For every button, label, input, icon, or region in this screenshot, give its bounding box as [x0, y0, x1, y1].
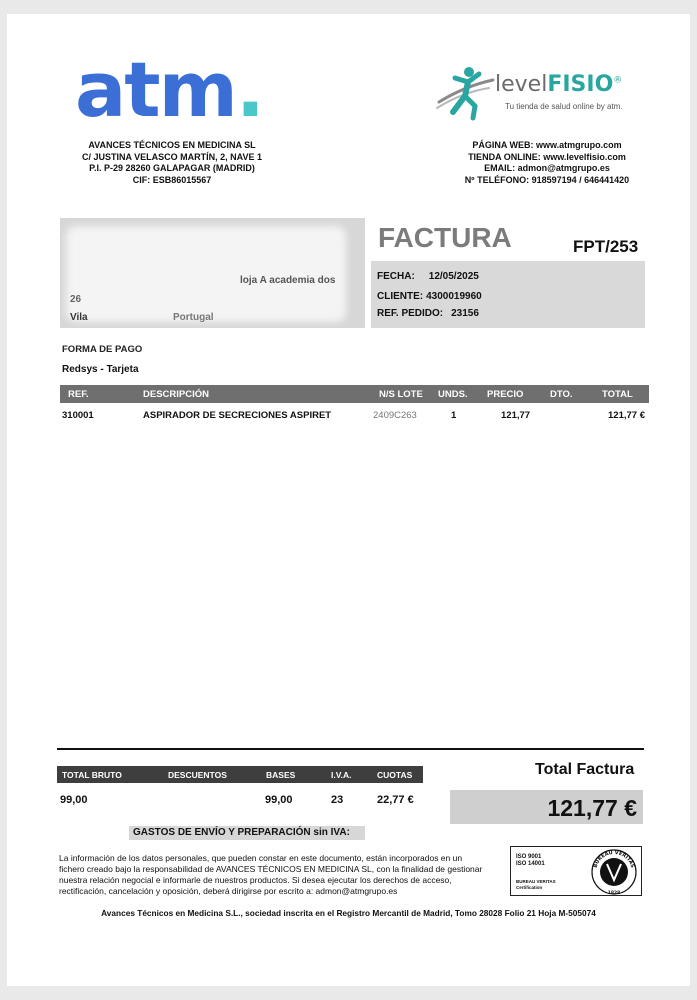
totals-col-descuentos: DESCUENTOS [168, 770, 227, 780]
pedido-row [377, 308, 479, 319]
col-total: TOTAL [602, 389, 633, 400]
row-unds: 1 [451, 410, 457, 421]
iso-labels [516, 854, 545, 868]
client-line-3a: Vila [70, 312, 88, 323]
registered-mark: ® [613, 75, 623, 86]
cliente-label: CLIENTE: [377, 291, 424, 302]
footer-registry: Avances Técnicos en Medicina S.L., sociedad inscrita en el Registro Mercantil de Madrid, Tomo 28028 Folio 21 Hoja M-505074 [101, 908, 596, 918]
client-line-1: loja A academia dos [240, 275, 336, 286]
invoice-page [7, 14, 690, 986]
totals-col-bruto: TOTAL BRUTO [62, 770, 122, 780]
contact-shop: TIENDA ONLINE: www.levelfisio.com [468, 151, 626, 162]
fecha-label: FECHA: [377, 271, 415, 282]
bv-labels [516, 879, 556, 890]
totals-col-cuotas: CUOTAS [377, 770, 413, 780]
totals-header [57, 766, 423, 783]
company-info [57, 140, 287, 186]
atm-logo-dot: . [235, 45, 263, 134]
contact-phone: Nº TELÉFONO: 918597194 / 646441420 [464, 174, 630, 185]
iso-9001: ISO 9001 [516, 854, 542, 860]
levelfisio-wordmark [495, 74, 622, 96]
cuotas-value: 22,77 € [377, 794, 414, 806]
company-address-2: P.I. P-29 28260 GALAPAGAR (MADRID) [89, 163, 255, 173]
payment-label: FORMA DE PAGO [62, 344, 143, 355]
company-address-1: C/ JUSTINA VELASCO MARTÍN, 2, NAVE 1 [81, 151, 263, 162]
seal-text: BUREAU VERITAS [592, 849, 636, 869]
levelfisio-bold: FISIO [547, 72, 614, 97]
legal-line-2: fichero creado bajo la responsabilidad de AVANCES TÉCNICOS EN MEDICINA SL, con la finalidad de gestionar [59, 864, 483, 874]
total-factura-value: 121,77 € [547, 795, 637, 821]
legal-notice [59, 853, 499, 897]
bv-cert: Certification [516, 884, 543, 890]
atm-logo [75, 45, 263, 134]
fecha-value: 12/05/2025 [428, 271, 479, 282]
redaction-blur [66, 226, 346, 322]
total-factura-box [450, 790, 643, 824]
bv-name: BUREAU VERITAS [516, 879, 556, 884]
cliente-row [377, 291, 482, 302]
divider [57, 748, 644, 750]
table-row [60, 406, 649, 422]
shipping-costs-label: GASTOS DE ENVÍO Y PREPARACIÓN sin IVA: [129, 826, 365, 840]
totals-col-bases: BASES [266, 770, 296, 780]
pedido-label: REF. PEDIDO: [377, 308, 444, 319]
contact-web: PÁGINA WEB: www.atmgrupo.com [472, 140, 622, 150]
cliente-value: 4300019960 [426, 291, 482, 302]
bases-value: 99,00 [265, 794, 293, 806]
contact-email: EMAIL: admon@atmgrupo.es [484, 163, 610, 173]
invoice-title: FACTURA [378, 222, 512, 253]
col-desc: DESCRIPCIÓN [143, 389, 209, 400]
row-total: 121,77 € [608, 410, 645, 421]
iso-14001: ISO 14001 [516, 861, 545, 867]
col-dto: DTO. [550, 389, 573, 400]
total-factura-label: Total Factura [535, 761, 635, 778]
bureau-veritas-seal-icon [587, 848, 641, 896]
totals-col-iva: I.V.A. [331, 770, 352, 780]
levelfisio-logo [435, 62, 645, 126]
legal-line-3: nuestra relación negocial e informarle de nuestros productos. Si desea ejecutar los derechos de acceso, [59, 875, 452, 885]
certification-badge [510, 846, 642, 896]
payment-value: Redsys - Tarjeta [62, 364, 139, 375]
levelfisio-prefix: level [495, 72, 548, 97]
row-lote: 2409C263 [373, 410, 417, 421]
company-cif: CIF: ESB86015567 [132, 174, 212, 185]
runner-icon [435, 62, 495, 126]
col-unds: UNDS. [438, 389, 468, 400]
levelfisio-tagline: Tu tienda de salud online by atm. [505, 102, 623, 111]
col-lote: N/S LOTE [379, 389, 423, 400]
seal-year: 1828 [607, 891, 621, 896]
total-bruto-value: 99,00 [60, 794, 88, 806]
legal-line-4: rectificación, cancelación y oposición, deberá dirigirse por escrito a: admon@atmgrupo.es [59, 886, 398, 896]
company-name: AVANCES TÉCNICOS EN MEDICINA SL [88, 140, 256, 150]
client-line-3b: Portugal [173, 312, 214, 323]
row-precio: 121,77 [501, 410, 531, 421]
invoice-number: FPT/253 [573, 237, 639, 256]
fecha-row [377, 271, 479, 282]
row-desc: ASPIRADOR DE SECRECIONES ASPIRET [143, 410, 332, 421]
col-ref: REF. [68, 389, 89, 400]
row-ref: 310001 [62, 410, 94, 421]
client-line-2: 26 [70, 294, 82, 305]
col-precio: PRECIO [487, 389, 524, 400]
pedido-value: 23156 [451, 308, 479, 319]
invoice-meta-box [371, 261, 645, 328]
atm-logo-text: atm [75, 45, 236, 134]
legal-line-1: La información de los datos personales, que pueden constar en este documento, están incorporados en un [59, 853, 463, 863]
iva-value: 23 [331, 794, 344, 806]
items-table-header [60, 385, 649, 403]
totals-values [57, 790, 423, 806]
client-address-box [60, 218, 365, 328]
contact-info [427, 140, 667, 186]
